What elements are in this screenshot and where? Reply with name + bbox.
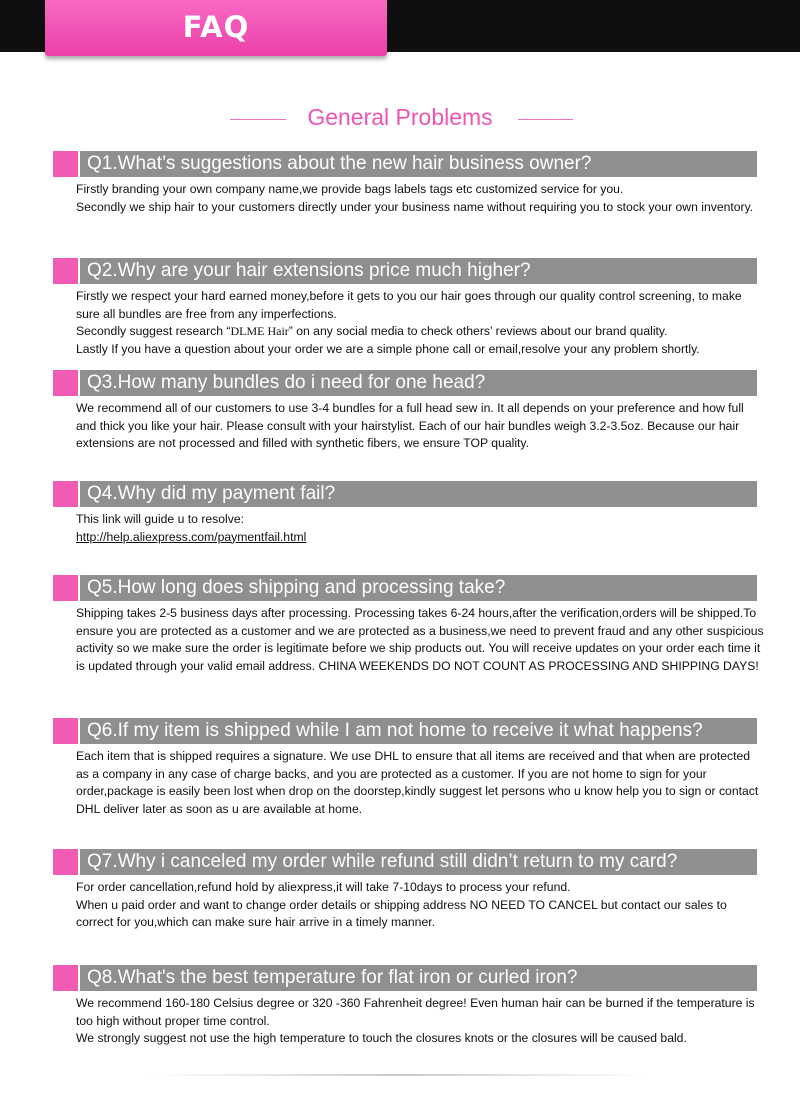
answer-paragraph: Lastly If you have a question about your order we are a simple phone call or email,resolve your any problem shortly.	[76, 341, 700, 356]
section-title: General Problems	[307, 104, 493, 130]
answer-text	[76, 181, 766, 216]
question-bar	[53, 151, 757, 177]
question-bar	[53, 718, 757, 744]
answer-paragraph: We recommend all of our customers to use 3-4 bundles for a full head sew in. It all depends on your preference and how full and thick you like your hair. Please consult with your hairstylist. Each of our hair bundles weigh 3.2-3.5oz. Because our hair extensions are not processed and filled with synthetic fibers, we ensure TOP quality.	[76, 401, 744, 450]
faq-item-1	[53, 151, 757, 216]
answer-text	[76, 605, 766, 675]
answer-paragraph: Secondly we ship hair to your customers directly under your business name without requiring you to stock your own inventory.	[76, 199, 754, 214]
question-bar	[53, 575, 757, 601]
answer-paragraph: Each item that is shipped requires a signature. We use DHL to ensure that all items are received and that when are protected as a company in any case of charge backs, and you are protected as a customer. If you are not home to sign for your order,package is easily been lost when drop on the doorstep,kindly suggest let persons who u know help you to sign or contact DHL deliver later as soon as u are available at home.	[76, 749, 759, 816]
answer-text	[76, 511, 766, 546]
pink-marker	[53, 965, 78, 991]
answer-text	[76, 995, 766, 1048]
brand-name: DLME Hair	[230, 324, 289, 338]
answer-paragraph	[76, 323, 766, 341]
question-bar	[53, 258, 757, 284]
answer-paragraph: Shipping takes 2-5 business days after processing. Processing takes 6-24 hours,after the verification,orders will be shipped.To ensure you are protected as a customer and we are protected as a business,we need to prevent fraud and any other suspicious activity so we make sure the order is legitimate before we ship products out. You will receive updates on your order each time it is updated through your valid email address. CHINA WEEKENDS DO NOT COUNT AS PROCESSING AND SHIPPING DAYS!	[76, 606, 764, 673]
question-bar	[53, 965, 757, 991]
faq-header-tab	[45, 0, 387, 56]
answer-paragraph: For order cancellation,refund hold by aliexpress,it will take 7-10days to process your refund.	[76, 880, 571, 894]
research-text-after: ” on any social media to check others’ reviews about our brand quality.	[288, 324, 668, 338]
question-bar	[53, 481, 757, 507]
section-heading	[0, 104, 800, 134]
question-text: Q2.Why are your hair extensions price much higher?	[87, 260, 531, 281]
faq-item-8	[53, 965, 757, 1048]
faq-item-5	[53, 575, 764, 675]
pink-marker	[53, 370, 78, 396]
pink-marker	[53, 575, 78, 601]
pink-marker	[53, 481, 78, 507]
faq-item-3	[53, 370, 757, 453]
answer-text	[76, 879, 766, 932]
question-text: Q8.What's the best temperature for flat iron or curled iron?	[87, 967, 578, 988]
answer-paragraph: Firstly we respect your hard earned money,before it gets to you our hair goes through our quality control screening, to make sure all bundles are free from any imperfections.	[76, 289, 742, 321]
question-text: Q4.Why did my payment fail?	[87, 483, 336, 504]
title-divider-right	[518, 119, 573, 120]
question-text: Q5.How long does shipping and processing take?	[87, 577, 506, 598]
answer-paragraph: Firstly branding your own company name,we provide bags labels tags etc customized service for you.	[76, 182, 624, 196]
question-text: Q7.Why i canceled my order while refund still didn’t return to my card?	[87, 851, 678, 872]
pink-marker	[53, 718, 78, 744]
question-text: Q3.How many bundles do i need for one head?	[87, 372, 486, 393]
pink-marker	[53, 849, 78, 875]
question-text: Q6.If my item is shipped while I am not home to receive it what happens?	[87, 720, 703, 741]
answer-paragraph: When u paid order and want to change order details or shipping address NO NEED TO CANCEL but contact our sales to correct for you,which can make sure hair arrive in a timely manner.	[76, 897, 727, 929]
pink-marker	[53, 151, 78, 177]
answer-text	[76, 288, 766, 358]
answer-paragraph: This link will guide u to resolve:	[76, 512, 244, 526]
answer-paragraph: We strongly suggest not use the high temperature to touch the closures knots or the closures will be caused bald.	[76, 1031, 687, 1045]
question-bar	[53, 370, 757, 396]
page-title: FAQ	[182, 10, 250, 44]
question-bar	[53, 849, 757, 875]
answer-text	[76, 400, 766, 453]
question-text: Q1.What’s suggestions about the new hair business owner?	[87, 153, 592, 174]
faq-item-4	[53, 481, 757, 546]
research-text-before: Secondly suggest research “	[76, 324, 231, 338]
bottom-divider	[150, 1074, 650, 1076]
faq-item-2	[53, 258, 757, 358]
answer-paragraph: We recommend 160-180 Celsius degree or 320 -360 Fahrenheit degree! Even human hair can be burned if the temperature is too high without proper time control.	[76, 996, 755, 1028]
pink-marker	[53, 258, 78, 284]
answer-text	[76, 748, 766, 818]
faq-item-7	[53, 849, 757, 932]
faq-item-6	[53, 718, 757, 818]
payment-help-link[interactable]: http://help.aliexpress.com/paymentfail.html	[76, 529, 307, 544]
